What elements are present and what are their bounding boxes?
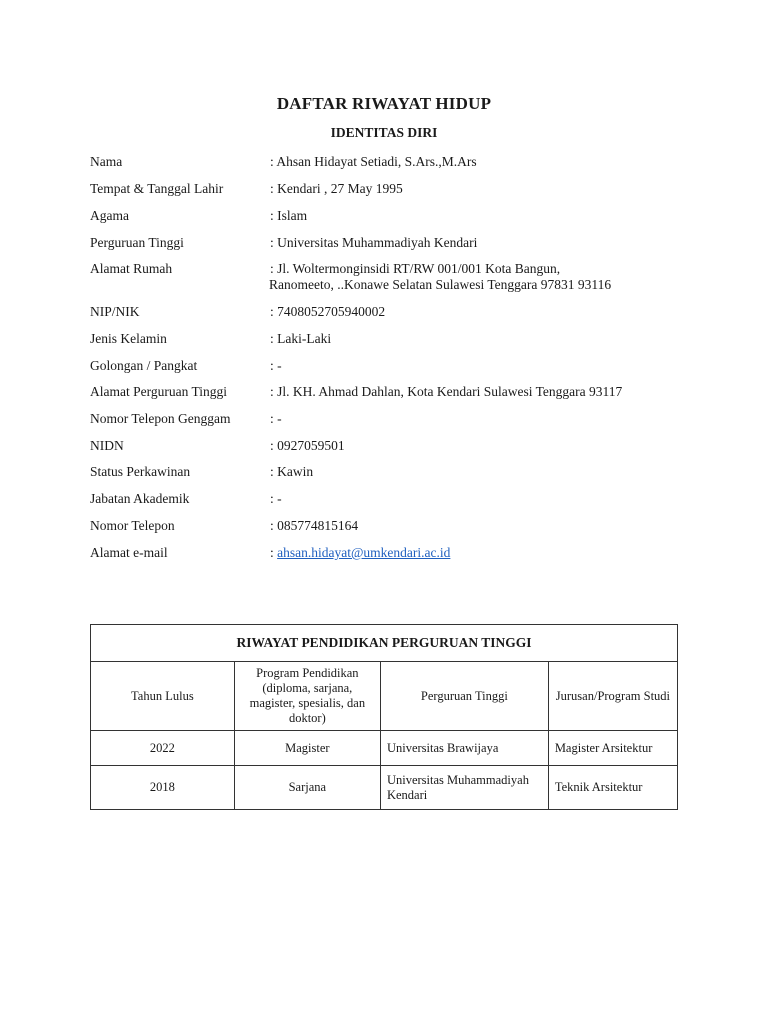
table-caption: RIWAYAT PENDIDIKAN PERGURUAN TINGGI xyxy=(91,625,678,662)
section-title-identity: IDENTITAS DIRI xyxy=(330,125,438,140)
field-value: : 085774815164 xyxy=(270,518,359,533)
field-value: : Kendari , 27 May 1995 xyxy=(270,181,403,196)
table-row xyxy=(91,731,678,766)
email-prefix: : xyxy=(270,545,278,560)
table-header-row xyxy=(91,662,678,731)
field-value: : - xyxy=(270,358,282,373)
cell-university: Universitas Brawijaya xyxy=(380,731,548,766)
field-value: : Islam xyxy=(270,208,308,223)
field-value: : 7408052705940002 xyxy=(270,304,386,319)
field-value: : Ahsan Hidayat Setiadi, S.Ars.,M.Ars xyxy=(270,154,477,169)
field-label: Status Perkawinan xyxy=(90,464,191,479)
field-value: : Jl. KH. Ahmad Dahlan, Kota Kendari Sulawesi Tenggara 93117 xyxy=(270,384,623,399)
field-label: Nomor Telepon xyxy=(90,518,175,533)
header-program: Program Pendidikan (diploma, sarjana, magister, spesialis, dan doktor) xyxy=(234,662,380,731)
field-value: : Kawin xyxy=(270,464,314,479)
cell-university: Universitas Muhammadiyah Kendari xyxy=(380,766,548,810)
education-table xyxy=(90,624,678,810)
cell-year: 2022 xyxy=(91,731,235,766)
address-line-1: : Jl. Woltermonginsidi RT/RW 001/001 Kota Bangun, xyxy=(270,261,561,276)
field-label: Alamat e-mail xyxy=(90,545,168,560)
email-link[interactable]: ahsan.hidayat@umkendari.ac.id xyxy=(277,545,451,560)
field-value: : - xyxy=(270,411,282,426)
field-label: Alamat Perguruan Tinggi xyxy=(90,384,228,399)
cell-major: Teknik Arsitektur xyxy=(548,766,677,810)
header-jurusan: Jurusan/Program Studi xyxy=(548,662,677,731)
address-line-2: Ranomeeto, ..Konawe Selatan Sulawesi Tenggara 97831 93116 xyxy=(269,277,612,292)
field-label: Tempat & Tanggal Lahir xyxy=(90,181,224,196)
cell-program: Sarjana xyxy=(234,766,380,810)
field-label: Perguruan Tinggi xyxy=(90,235,184,250)
document-title: DAFTAR RIWAYAT HIDUP xyxy=(276,94,492,113)
cell-program: Magister xyxy=(234,731,380,766)
field-value: : 0927059501 xyxy=(270,438,345,453)
field-label: NIP/NIK xyxy=(90,304,140,319)
field-label: Agama xyxy=(90,208,129,223)
field-value: : Universitas Muhammadiyah Kendari xyxy=(270,235,478,250)
field-label: NIDN xyxy=(90,438,124,453)
header-tahun-lulus: Tahun Lulus xyxy=(91,662,235,731)
field-label: Golongan / Pangkat xyxy=(90,358,198,373)
table-caption-row xyxy=(91,625,678,662)
field-value: : Laki-Laki xyxy=(270,331,332,346)
field-value: : - xyxy=(270,491,282,506)
cell-major: Magister Arsitektur xyxy=(548,731,677,766)
field-label: Alamat Rumah xyxy=(90,261,173,276)
field-label: Jabatan Akademik xyxy=(90,491,190,506)
field-value xyxy=(270,261,690,293)
header-perguruan-tinggi: Perguruan Tinggi xyxy=(380,662,548,731)
table-row xyxy=(91,766,678,810)
field-label: Nomor Telepon Genggam xyxy=(90,411,231,426)
field-value xyxy=(270,545,690,561)
field-label: Nama xyxy=(90,154,123,169)
cell-year: 2018 xyxy=(91,766,235,810)
field-label: Jenis Kelamin xyxy=(90,331,167,346)
